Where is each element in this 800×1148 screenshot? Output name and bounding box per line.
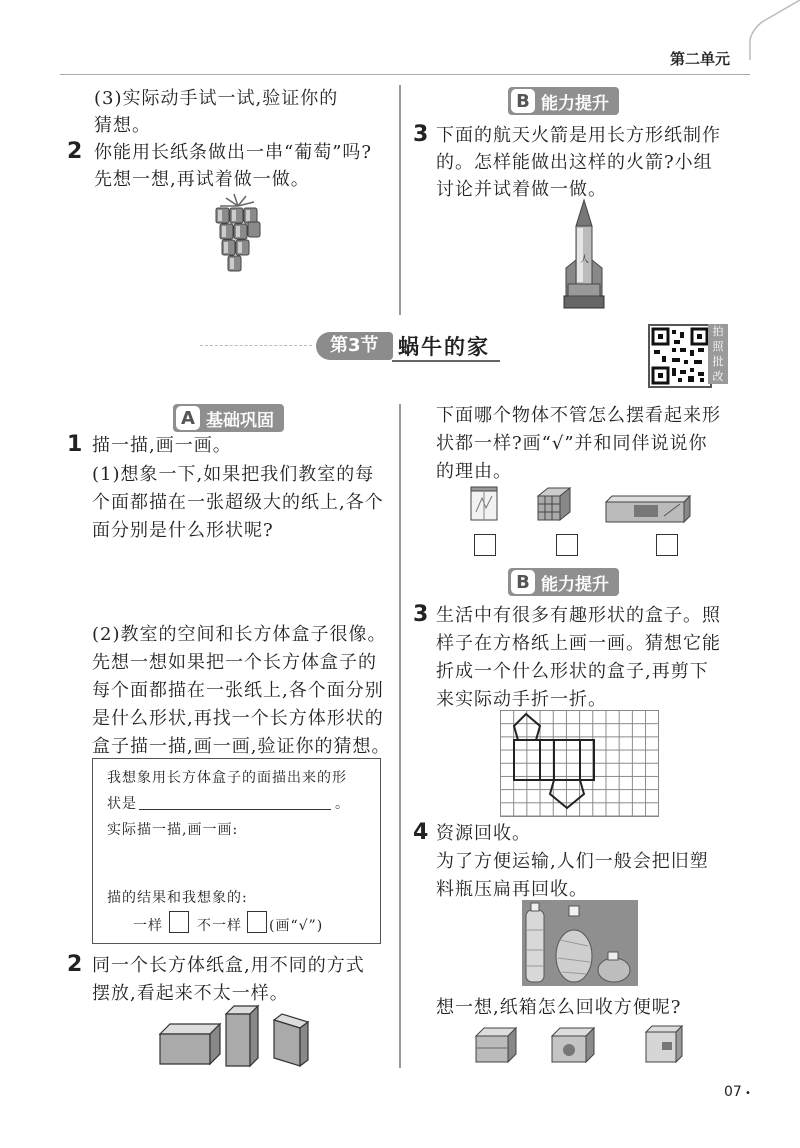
badge-label: 基础巩固 bbox=[206, 410, 274, 431]
grid-q-line: 来实际动手折一折。 bbox=[436, 689, 607, 710]
unit-header: 第二单元 bbox=[670, 50, 731, 68]
section-number: 第3节 bbox=[330, 335, 379, 356]
badge-letter: B bbox=[511, 89, 535, 113]
same-label: 一样 bbox=[133, 918, 163, 934]
qr-side-char: 照 bbox=[712, 340, 724, 353]
question-number: 2 bbox=[67, 952, 83, 977]
recycle-line: 为了方便运输,人们一般会把旧塑 bbox=[436, 851, 709, 872]
badge-letter: B bbox=[511, 570, 535, 594]
q2-box-line2: 摆放,看起来不太一样。 bbox=[92, 983, 289, 1004]
q1-part2-line: (2)教室的空间和长方体盒子很像。 bbox=[92, 624, 387, 645]
q1-part1-line: (1)想象一下,如果把我们教室的每 bbox=[92, 464, 375, 485]
different-label: 不一样 bbox=[197, 918, 242, 934]
q1-part1-line: 个面都描在一张超级大的纸上,各个 bbox=[92, 492, 384, 513]
q2-line1: 你能用长纸条做出一串“葡萄”吗? bbox=[94, 142, 373, 163]
carton-box-image-2 bbox=[550, 1026, 596, 1064]
long-box-checkbox[interactable] bbox=[656, 534, 678, 556]
q1-part2-line: 每个面都描在一张纸上,各个面分别 bbox=[92, 680, 384, 701]
basic-badge bbox=[173, 404, 284, 432]
rubiks-cube-checkbox[interactable] bbox=[556, 534, 578, 556]
answer-box-line-end: 。 bbox=[335, 796, 350, 812]
q3-line1: (3)实际动手试一试,验证你的 bbox=[94, 88, 339, 109]
question-number: 3 bbox=[413, 122, 429, 147]
qr-side-char: 改 bbox=[712, 370, 724, 383]
rubiks-cube-image bbox=[534, 486, 574, 522]
section-tag bbox=[316, 332, 393, 360]
question-number: 1 bbox=[67, 432, 83, 457]
shape-answer-blank[interactable] bbox=[139, 809, 331, 810]
question-number: 4 bbox=[413, 820, 429, 845]
grid-q-line: 样子在方格纸上画一画。猜想它能 bbox=[436, 633, 721, 654]
different-checkbox[interactable] bbox=[247, 911, 267, 933]
milk-carton-image bbox=[468, 486, 502, 522]
recycle-title: 资源回收。 bbox=[436, 823, 531, 844]
shape-q-line: 的理由。 bbox=[436, 461, 512, 482]
check-hint: (画“√”) bbox=[269, 918, 324, 934]
recycle-line: 料瓶压扁再回收。 bbox=[436, 879, 588, 900]
answer-box-line: 我想象用长方体盒子的面描出来的形 bbox=[107, 770, 347, 786]
ability-badge-top bbox=[508, 87, 619, 115]
badge-letter: A bbox=[176, 406, 200, 430]
box-net-drawing bbox=[500, 710, 658, 816]
column-divider-bottom bbox=[399, 404, 401, 1068]
rocket-q-line1: 下面的航天火箭是用长方形纸制作 bbox=[436, 125, 721, 146]
q1-title: 描一描,画一画。 bbox=[92, 435, 232, 456]
shape-q-line: 下面哪个物体不管怎么摆看起来形 bbox=[436, 405, 721, 426]
box-placements-image bbox=[158, 1004, 336, 1070]
grid-paper[interactable] bbox=[500, 710, 659, 817]
rocket-q-line3: 讨论并试着做一做。 bbox=[436, 179, 607, 200]
q1-part1-line: 面分别是什么形状呢? bbox=[92, 520, 274, 541]
q1-part2-line: 是什么形状,再找一个长方体形状的 bbox=[92, 708, 384, 729]
long-box-image bbox=[604, 494, 692, 524]
shape-q-line: 状都一样?画“√”并和同伴说说你 bbox=[436, 433, 708, 454]
crushed-bottles-photo bbox=[522, 900, 638, 986]
q2-box-line1: 同一个长方体纸盒,用不同的方式 bbox=[92, 955, 365, 976]
q1-part2-line: 盒子描一描,画一画,验证你的猜想。 bbox=[92, 736, 391, 757]
paper-grapes-image bbox=[208, 192, 272, 278]
qr-code-icon[interactable] bbox=[648, 324, 712, 388]
qr-side-label bbox=[708, 324, 728, 384]
section-title: 蜗牛的家 bbox=[398, 335, 490, 359]
question-number: 2 bbox=[67, 139, 83, 164]
column-divider-top bbox=[399, 85, 401, 315]
grid-q-line: 折成一个什么形状的盒子,再剪下 bbox=[436, 661, 709, 682]
answer-box-line: 状是 bbox=[107, 796, 137, 812]
answer-box bbox=[92, 758, 381, 944]
answer-box-line: 实际描一描,画一画: bbox=[107, 822, 239, 838]
header-rule bbox=[60, 74, 750, 75]
question-number: 3 bbox=[413, 602, 429, 627]
svg-text:人: 人 bbox=[580, 255, 590, 265]
qr-side-char: 批 bbox=[712, 355, 724, 368]
q1-part2-line: 先想一想如果把一个长方体盒子的 bbox=[92, 652, 377, 673]
same-checkbox[interactable] bbox=[169, 911, 189, 933]
paper-rocket-image bbox=[558, 198, 610, 310]
carton-box-image-1 bbox=[474, 1026, 518, 1064]
answer-box-line: 描的结果和我想象的: bbox=[107, 890, 248, 906]
carton-box-image-3 bbox=[644, 1024, 684, 1064]
q3-line2: 猜想。 bbox=[94, 115, 151, 136]
page-number-value: 07 bbox=[724, 1084, 742, 1100]
carton-question: 想一想,纸箱怎么回收方便呢? bbox=[436, 997, 682, 1018]
section-title-underline bbox=[392, 360, 500, 362]
section-rule-left bbox=[200, 345, 312, 346]
badge-label: 能力提升 bbox=[541, 93, 609, 114]
grid-q-line: 生活中有很多有趣形状的盒子。照 bbox=[436, 605, 721, 626]
page-number: 07 • bbox=[724, 1084, 751, 1100]
q2-line2: 先想一想,再试着做一做。 bbox=[94, 169, 310, 190]
rocket-q-line2: 的。怎样能做出这样的火箭?小组 bbox=[436, 152, 713, 173]
ability-badge-bottom bbox=[508, 568, 619, 596]
qr-side-char: 拍 bbox=[712, 325, 724, 338]
badge-label: 能力提升 bbox=[541, 574, 609, 595]
milk-carton-checkbox[interactable] bbox=[474, 534, 496, 556]
